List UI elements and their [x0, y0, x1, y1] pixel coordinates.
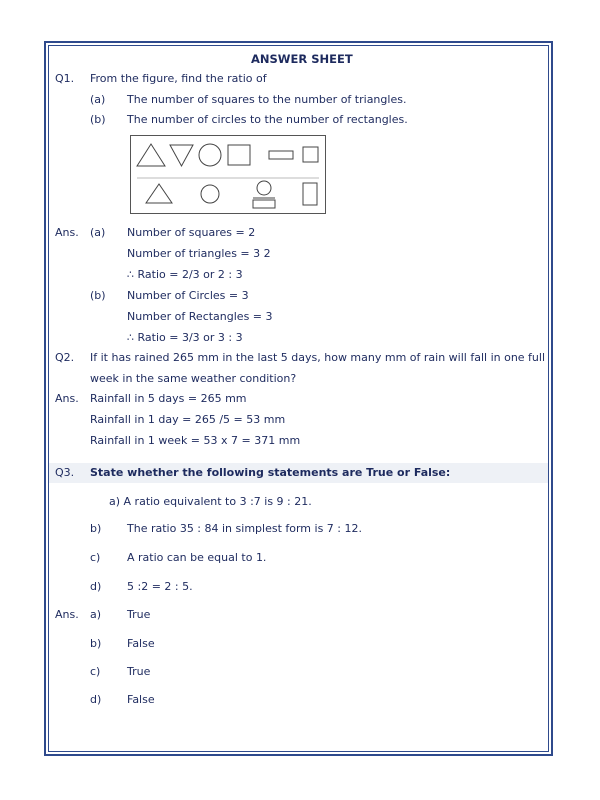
ans3-d-label: d) [90, 693, 102, 706]
q3-number: Q3. [55, 466, 75, 479]
rectangle-shape [303, 183, 317, 205]
ans3-b: False [127, 637, 155, 650]
q3-text: State whether the following statements are True or False: [90, 466, 451, 479]
ans2-label: Ans. [55, 392, 79, 405]
square-shape [228, 145, 250, 165]
ans2-line2: Rainfall in 1 day = 265 /5 = 53 mm [90, 413, 286, 426]
ans1-a-line2: Number of triangles = 3 2 [127, 247, 271, 260]
rectangle-shape [253, 200, 275, 208]
circle-shape [201, 185, 219, 203]
ans1-b-line2: Number of Rectangles = 3 [127, 310, 273, 323]
square-shape [303, 147, 318, 162]
page-title: ANSWER SHEET [251, 52, 353, 66]
ans1-a-line1: Number of squares = 2 [127, 226, 256, 239]
ans1-b-line3: ∴ Ratio = 3/3 or 3 : 3 [127, 331, 243, 344]
ans2-line1: Rainfall in 5 days = 265 mm [90, 392, 247, 405]
ans3-b-label: b) [90, 637, 102, 650]
ans1-a-label: (a) [90, 226, 106, 239]
q1-b-label: (b) [90, 113, 106, 126]
ans3-a-label: a) [90, 608, 102, 621]
q2-line1: If it has rained 265 mm in the last 5 days, how many mm of rain will fall in one full [90, 351, 546, 364]
q3-c-label: c) [90, 551, 101, 564]
q1-a-text: The number of squares to the number of triangles. [127, 93, 407, 106]
ans3-label: Ans. [55, 608, 79, 621]
circle-shape [199, 144, 221, 166]
ans1-b-label: (b) [90, 289, 106, 302]
q2-line2: week in the same weather condition? [90, 372, 297, 385]
triangle-shape [137, 144, 165, 166]
q3-d-label: d) [90, 580, 102, 593]
ans1-label: Ans. [55, 226, 79, 239]
ans1-b-line1: Number of Circles = 3 [127, 289, 249, 302]
q1-b-text: The number of circles to the number of rectangles. [127, 113, 408, 126]
ans1-a-line3: ∴ Ratio = 2/3 or 2 : 3 [127, 268, 243, 281]
triangle-shape [146, 184, 172, 203]
q3-d-text: 5 :2 = 2 : 5. [127, 580, 193, 593]
circle-shape [257, 181, 271, 195]
q3-b-label: b) [90, 522, 102, 535]
q1-text: From the figure, find the ratio of [90, 72, 267, 85]
q1-a-label: (a) [90, 93, 106, 106]
q3-b-text: The ratio 35 : 84 in simplest form is 7 : 12. [127, 522, 362, 535]
ans2-line3: Rainfall in 1 week = 53 x 7 = 371 mm [90, 434, 301, 447]
q2-number: Q2. [55, 351, 75, 364]
ans3-c: True [127, 665, 151, 678]
shapes-illustration [131, 136, 325, 213]
q1-number: Q1. [55, 72, 75, 85]
ans3-d: False [127, 693, 155, 706]
inverted-triangle-shape [170, 145, 193, 166]
ans3-c-label: c) [90, 665, 101, 678]
shapes-figure [130, 135, 326, 214]
q3-a: a) A ratio equivalent to 3 :7 is 9 : 21. [109, 495, 312, 508]
rectangle-shape [269, 151, 293, 159]
ans3-a: True [127, 608, 151, 621]
q3-c-text: A ratio can be equal to 1. [127, 551, 267, 564]
